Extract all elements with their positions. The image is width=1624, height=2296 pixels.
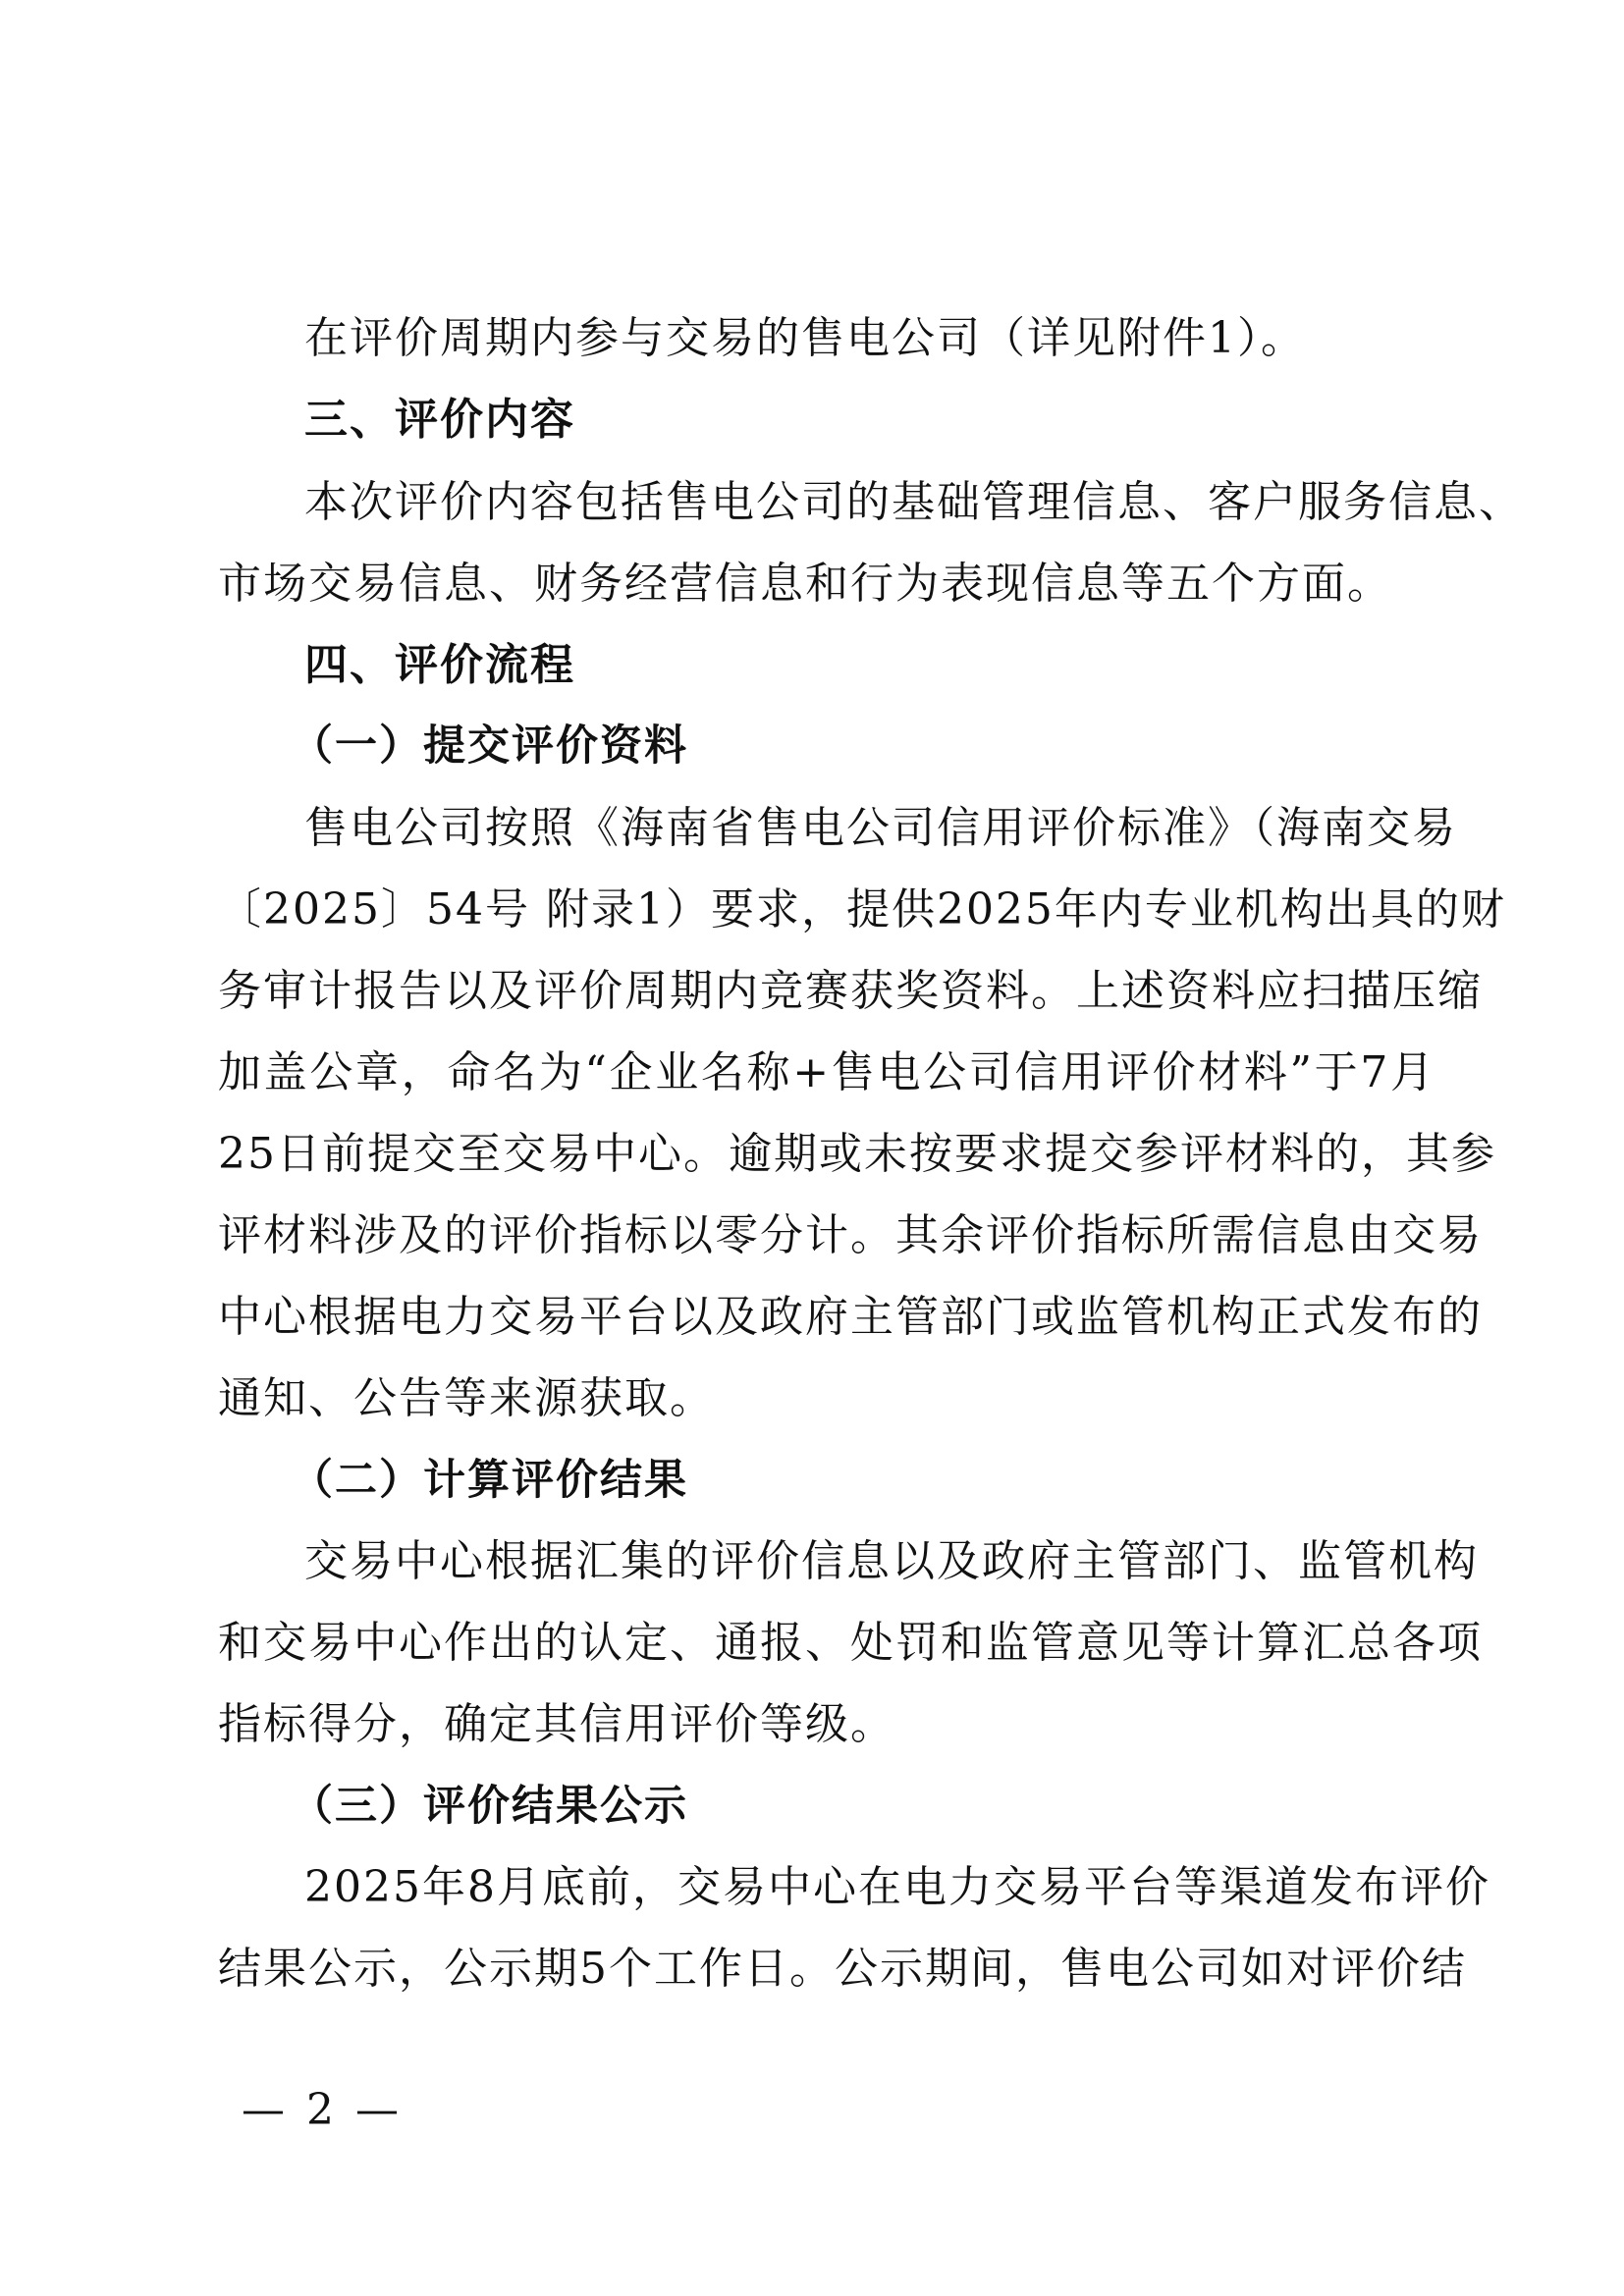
page-number: — 2 —	[242, 2085, 403, 2135]
section-heading-process: 四、评价流程	[304, 640, 575, 690]
paragraph-line: 售电公司按照《海南省售电公司信用评价标准》（海南交易	[304, 803, 1457, 853]
subsection-heading-submit: （一）提交评价资料	[291, 721, 688, 771]
paragraph-line: 通知、公告等来源获取。	[218, 1373, 715, 1423]
paragraph-line: 交易中心根据汇集的评价信息以及政府主管部门、监管机构	[304, 1536, 1479, 1586]
section-heading-content: 三、评价内容	[304, 395, 575, 445]
paragraph-line: 结果公示，公示期5个工作日。公示期间，售电公司如对评价结	[218, 1944, 1467, 1994]
paragraph-line: 2025年8月底前，交易中心在电力交易平台等渠道发布评价	[304, 1862, 1490, 1912]
paragraph-line: 务审计报告以及评价周期内竞赛获奖资料。上述资料应扫描压缩	[218, 966, 1483, 1016]
paragraph-line: 中心根据电力交易平台以及政府主管部门或监管机构正式发布的	[218, 1292, 1483, 1342]
subsection-heading-calculate: （二）计算评价结果	[291, 1456, 688, 1505]
paragraph-line: 评材料涉及的评价指标以零分计。其余评价指标所需信息由交易	[218, 1210, 1483, 1260]
paragraph-line: 和交易中心作出的认定、通报、处罚和监管意见等计算汇总各项	[218, 1618, 1483, 1668]
paragraph-line: 〔2025〕54号 附录1）要求，提供2025年内专业机构出具的财	[218, 884, 1506, 934]
paragraph-line: 本次评价内容包括售电公司的基础管理信息、客户服务信息、	[304, 477, 1524, 527]
subsection-heading-publicity: （三）评价结果公示	[291, 1782, 688, 1831]
paragraph-line: 加盖公章，命名为“企业名称+售电公司信用评价材料”于7月	[218, 1047, 1435, 1097]
paragraph-line: 25日前提交至交易中心。逾期或未按要求提交参评材料的，其参	[218, 1129, 1496, 1179]
paragraph-line: 市场交易信息、财务经营信息和行为表现信息等五个方面。	[218, 559, 1392, 609]
paragraph-line: 在评价周期内参与交易的售电公司（详见附件1）。	[304, 313, 1306, 363]
paragraph-line: 指标得分，确定其信用评价等级。	[218, 1699, 895, 1749]
